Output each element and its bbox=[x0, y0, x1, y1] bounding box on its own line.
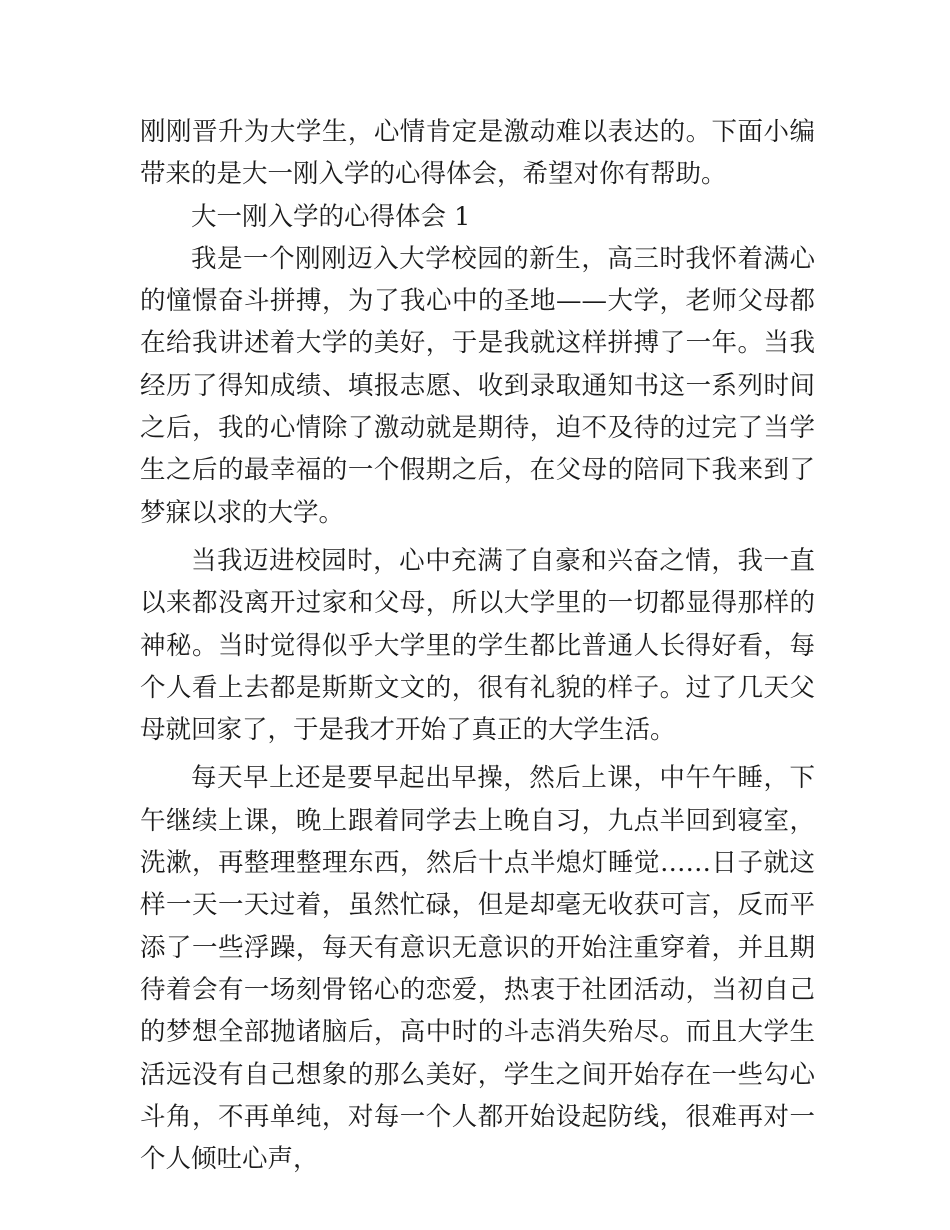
body-paragraph-3: 每天早上还是要早起出早操，然后上课，中午午睡，下午继续上课，晚上跟着同学去上晚自习，九点半回到寝室，洗漱，再整理整理东西，然后十点半熄灯睡觉……日子就这样一天一天过着，虽然忙碌，但是却毫无收获可言，反而平添了一些浮躁，每天有意识无意识的开始注重穿着，并且期待着会有一场刻骨铭心的恋爱，热衷于社团活动，当初自己的梦想全部抛诸脑后，高中时的斗志消失殆尽。而且大学生活远没有自己想象的那么美好，学生之间开始存在一些勾心斗角，不再单纯，对每一个人都开始设起防线，很难再对一个人倾吐心声， bbox=[140, 763, 815, 1175]
body-paragraph-1: 我是一个刚刚迈入大学校园的新生，高三时我怀着满心的憧憬奋斗拼搏，为了我心中的圣地——大学，老师父母都在给我讲述着大学的美好，于是我就这样拼搏了一年。当我经历了得知成绩、填报志愿、收到录取通知书这一系列时间之后，我的心情除了激动就是期待，迫不及待的过完了当学生之后的最幸福的一个假期之后，在父母的陪同下我来到了梦寐以求的大学。 bbox=[140, 243, 815, 528]
document-body bbox=[140, 111, 815, 1180]
intro-paragraph: 刚刚晋升为大学生，心情肯定是激动难以表达的。下面小编带来的是大一刚入学的心得体会，希望对你有帮助。 bbox=[140, 117, 815, 190]
body-paragraph-2: 当我迈进校园时，心中充满了自豪和兴奋之情，我一直以来都没离开过家和父母，所以大学里的一切都显得那样的神秘。当时觉得似乎大学里的学生都比普通人长得好看，每个人看上去都是斯斯文文的，很有礼貌的样子。过了几天父母就回家了，于是我才开始了真正的大学生活。 bbox=[140, 545, 815, 746]
section-title: 大一刚入学的心得体会 1 bbox=[191, 201, 471, 232]
